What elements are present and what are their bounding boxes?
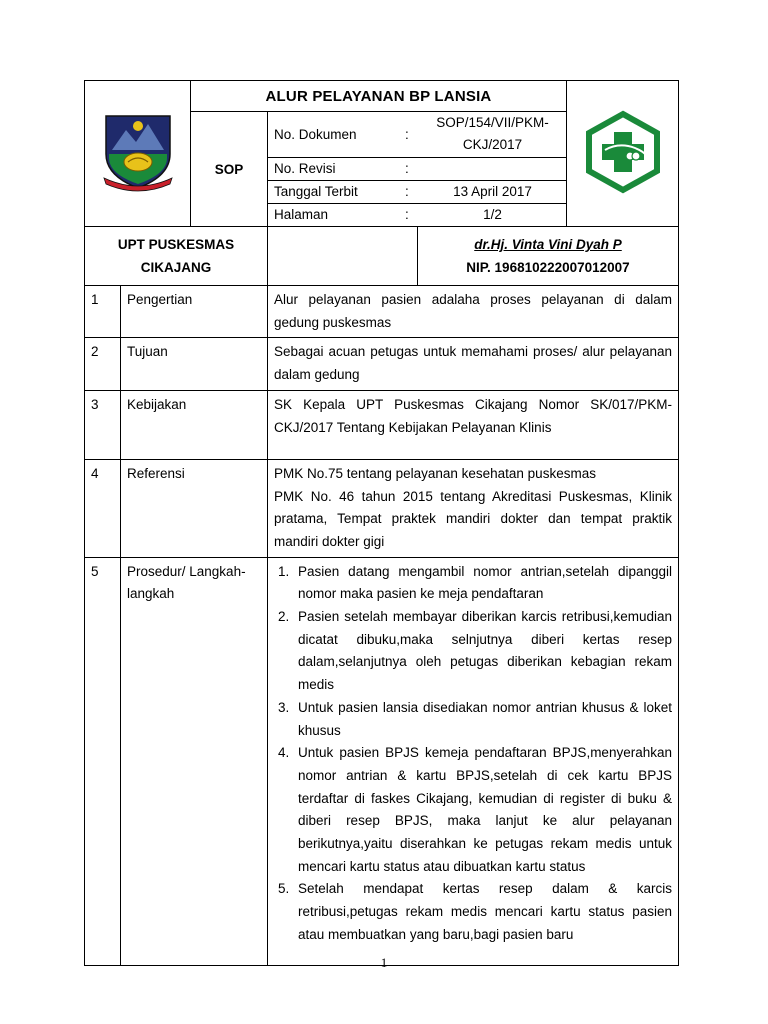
document-title: ALUR PELAYANAN BP LANSIA — [191, 81, 567, 112]
row-text-policy: SK Kepala UPT Puskesmas Cikajang Nomor SK/017/PKM- CKJ/2017 Tentang Kebijakan Pelayanan Klinis — [268, 390, 679, 459]
row-text-definition: Alur pelayanan pasien adalaha proses pelayanan di dalam gedung puskesmas — [268, 286, 679, 338]
meta-value-doc-number: SOP/154/VII/PKM- CKJ/2017 — [419, 112, 566, 157]
procedure-step: 4. Untuk pasien BPJS kemeja pendaftaran BPJS,menyerahkan nomor antrian & kartu BPJS,setelah di cek kartu BPJS terdaftar di faskes Cikajang, kemudian di register di buku & diberi resep BPJS, maka lanjut ke alur pelayanan berikutnya,yaitu diserahkan ke petugas rekam medis untuk mencari kartu status atau dibuatkan kartu status — [278, 745, 672, 874]
signatory-block — [418, 227, 679, 286]
meta-value-page: 1/2 — [483, 207, 502, 223]
procedure-steps — [274, 561, 672, 947]
row-number: 4 — [85, 459, 121, 557]
meta-label-issue-date: Tanggal Terbit — [268, 180, 399, 203]
procedure-step: 5. Setelah mendapat kertas resep dalam & karcis retribusi,petugas rekam medis mencari kartu status pasien atau membuatkan yang baru,bagi pasien baru — [278, 881, 672, 942]
signatory-nip: NIP. 196810222007012007 — [466, 260, 630, 275]
organization-line-2: CIKAJANG — [140, 260, 212, 275]
row-text-procedure — [268, 557, 679, 965]
meta-label-doc-number: No. Dokumen — [268, 112, 399, 157]
row-label-procedure: Prosedur/ Langkah-langkah — [121, 557, 268, 965]
meta-separator: : — [405, 207, 409, 223]
sop-header-table — [84, 80, 679, 966]
meta-label-revision: No. Revisi — [268, 157, 399, 180]
sop-document — [84, 80, 678, 944]
reference-line: PMK No. 46 tahun 2015 tentang Akreditasi Puskesmas, Klinik pratama, Tempat praktek mandiri dokter dan tempat praktik mandiri dokter gigi — [274, 488, 672, 549]
row-number: 2 — [85, 338, 121, 390]
document-meta — [268, 112, 567, 227]
meta-label-page: Halaman — [274, 207, 329, 223]
row-label-definition: Pengertian — [121, 286, 268, 338]
reference-line: PMK No.75 tentang pelayanan kesehatan puskesmas — [274, 465, 596, 481]
puskesmas-logo-cell — [567, 81, 679, 227]
meta-value-revision — [419, 157, 566, 180]
row-label-purpose: Tujuan — [121, 338, 268, 390]
sop-label: SOP — [191, 112, 268, 227]
procedure-step: 1. Pasien datang mengambil nomor antrian,setelah dipanggil nomor maka pasien ke meja pendaftaran — [278, 563, 672, 602]
row-text-reference — [268, 459, 679, 557]
regency-logo-cell — [85, 81, 191, 227]
blank-cell — [268, 227, 418, 286]
row-label-policy: Kebijakan — [121, 390, 268, 459]
meta-separator: : — [399, 112, 419, 157]
organization-name — [85, 227, 268, 286]
row-text-purpose: Sebagai acuan petugas untuk memahami proses/ alur pelayanan dalam gedung — [268, 338, 679, 390]
row-number: 3 — [85, 390, 121, 459]
meta-separator: : — [399, 157, 419, 180]
garut-regency-emblem-icon — [98, 110, 178, 194]
organization-line-1: UPT PUSKESMAS — [117, 237, 235, 252]
procedure-step: 2. Pasien setelah membayar diberikan karcis retribusi,kemudian dicatat dibuku,maka selnjutnya diberi kertas resep dalam,selanjutnya oleh petugas diberikan kebagian rekam medis — [278, 609, 672, 693]
page-number: 1 — [380, 955, 388, 970]
signatory-name: dr.Hj. Vinta Vini Dyah P — [474, 237, 622, 252]
meta-separator: : — [399, 180, 419, 203]
row-label-reference: Referensi — [121, 459, 268, 557]
puskesmas-logo-icon — [583, 110, 663, 194]
meta-value-issue-date: 13 April 2017 — [419, 180, 566, 203]
row-number: 1 — [85, 286, 121, 338]
row-number: 5 — [85, 557, 121, 965]
procedure-step: 3. Untuk pasien lansia disediakan nomor antrian khusus & loket khusus — [278, 699, 672, 738]
